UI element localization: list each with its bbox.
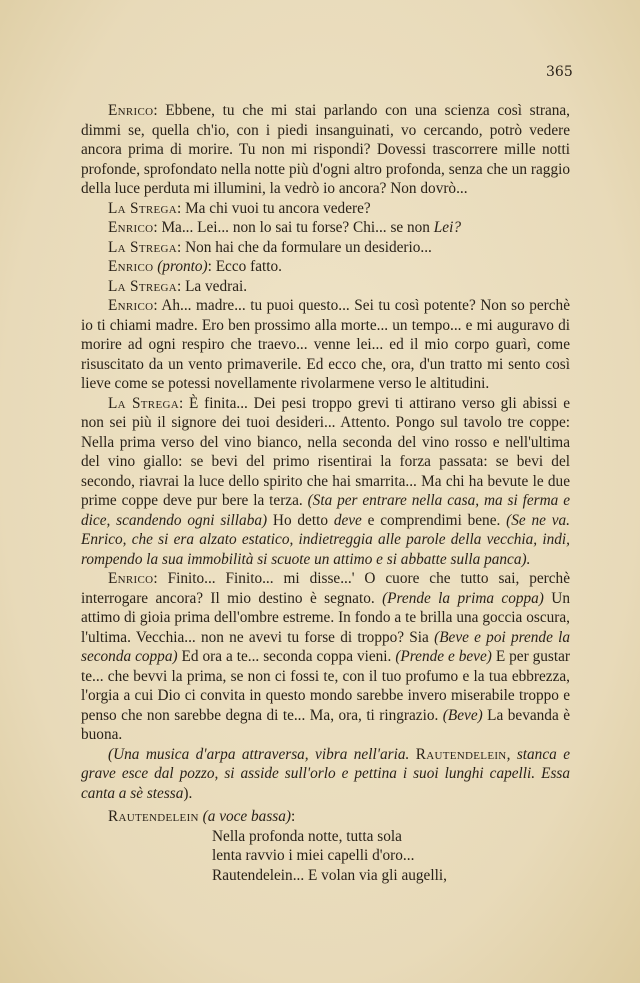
dialogue-text: Un attimo di gioia prima dell'ombre estreme. In fondo a te brilla una goccia oscura, l'ultima. Vecchia... non ne avevi tu forse di troppo? Sia <box>81 589 570 646</box>
page-text <box>81 101 570 885</box>
punctuation: ). <box>183 784 193 802</box>
dialogue-text: Ma chi vuoi tu ancora vedere? <box>185 199 371 217</box>
dialogue-text: Finito... Finito... mi disse...' O cuore che tutto sai, perchè interrogare ancora? Il mio destino è segnato. <box>81 570 570 607</box>
dialogue-line <box>81 238 570 258</box>
dialogue-text: Ah... madre... tu puoi questo... Sei tu così potente? Non so perchè io ti chiami madre. Ero ben prossimo alla morte... un tempo... e mi auguravo di morire ad ogni respiro che traevo... venne lei... ed il mio corpo guarì, come risuscitato da un vento primaverile. Ed ecco che, ora, d'un tratto mi sento così lieve come se potessi novellamente rivolarmene verso le altitudini. <box>81 297 570 392</box>
verse-block <box>212 827 570 886</box>
paragraph <box>81 296 570 394</box>
dialogue-text: E per gustar te... che bevvi la prima, se non ci fossi te, con il tuo profumo e la tua ebbrezza, l'orgia a cui Dio ci convita in questo mondo sarebbe invero miserabile troppo e penso che non sarebbe degna di te... Ma, ora, ti ringrazio. <box>81 648 571 724</box>
separator: : <box>176 277 186 295</box>
verse-line: Rautendelein... E volan via gli augelli, <box>212 866 447 884</box>
stage-direction: (Prende e beve) <box>395 648 492 665</box>
separator: : <box>176 199 186 217</box>
italic-text: deve <box>333 511 362 529</box>
verse-line: lenta ravvio i miei capelli d'oro... <box>212 847 415 864</box>
speaker-name: La Strega <box>108 394 179 412</box>
dialogue-text: e comprendimi bene. <box>361 511 507 529</box>
dialogue-text: La vedrai. <box>185 277 248 295</box>
speaker-name: Enrico <box>108 219 154 236</box>
italic-text: Lei? <box>433 219 461 236</box>
separator: : <box>153 570 168 587</box>
dialogue-text: Non hai che da formulare un desiderio... <box>185 238 432 256</box>
verse-line: Nella profonda notte, tutta sola <box>212 827 402 845</box>
stage-direction: (Sta per entrare nella casa, ma si ferma e dice, scandendo ogni sillaba) <box>81 492 570 529</box>
dialogue-text: Ma... Lei... non lo sai tu forse? Chi... se non <box>161 219 434 236</box>
speaker-name: La Strega <box>108 238 177 256</box>
dialogue-text: Ho detto <box>267 511 334 529</box>
speaker-name: Enrico <box>108 258 154 275</box>
dialogue-text: Ecco fatto. <box>215 258 282 275</box>
separator: : <box>176 238 186 256</box>
separator: : <box>207 258 216 275</box>
dialogue-line <box>81 807 570 827</box>
page-number: 365 <box>546 64 573 80</box>
paragraph <box>81 101 570 199</box>
stage-direction: (pronto) <box>157 258 208 275</box>
speaker-name: La Strega <box>108 277 177 295</box>
dialogue-line <box>81 218 570 238</box>
dialogue-text: Ed ora a te... seconda coppa vieni. <box>177 648 396 665</box>
stage-direction: , stanca e grave esce dal pozzo, si asside sull'orlo e pettina i suoi lunghi capelli. Essa canta a sè stessa <box>81 745 570 802</box>
stage-direction-paragraph <box>81 745 570 804</box>
character-name: Rautendelein <box>415 745 507 763</box>
speaker-name: Enrico <box>108 297 154 314</box>
stage-direction: (a voce bassa) <box>202 808 291 825</box>
speaker-name: Rautendelein <box>108 808 199 825</box>
separator: : <box>290 808 296 825</box>
dialogue-text: La bevanda è buona. <box>81 706 570 743</box>
stage-direction: (Beve e poi prende la seconda coppa) <box>81 628 571 665</box>
separator: : <box>178 394 189 412</box>
speaker-name: La Strega <box>108 199 177 217</box>
dialogue-text: Ebbene, tu che mi stai parlando con una scienza così strana, dimmi se, quella ch'io, con i piedi insanguinati, vo cercando, potrò vedere ancora prima di morire. Tu non mi rispondi? Dovessi trascorrere mille notti profonde, sprofondato nella notte più d'ogni altro profonda, senza che un raggio della luce perduta mi illumini, la vedrò io ancora? Non dovrò... <box>81 102 571 197</box>
paragraph <box>81 394 570 570</box>
stage-direction: (Se ne va. Enrico, che si era alzato estatico, indietreggia alle parole della vecchia, indi, rompendo la sua immobilità si scuote un attimo e si abbatte sulla panca). <box>81 511 570 568</box>
stage-direction: (Beve) <box>442 706 483 724</box>
dialogue-line <box>81 199 570 219</box>
dialogue-line <box>81 257 570 277</box>
stage-direction: (Prende la prima coppa) <box>382 589 544 607</box>
dialogue-line <box>81 277 570 297</box>
stage-direction: (Una musica d'arpa attraversa, vibra nell'aria. <box>108 745 416 763</box>
speaker-name: Enrico <box>108 570 154 587</box>
separator: : <box>153 219 162 236</box>
paragraph <box>81 569 570 745</box>
separator: : <box>153 102 166 119</box>
speaker-name: Enrico <box>108 102 154 119</box>
dialogue-text: È finita... Dei pesi troppo grevi ti attirano verso gli abissi e non sei più il signore dei tuoi desideri... Attento. Pongo sul tavolo tre coppe: Nella prima verso del vino bianco, nella seconda del vino rosso e nell'ultima del vino giallo: se bevi del primo risentirai la forza passata: se bevi del secondo, riavrai la luce dello spirito che hai smarrita... Ma chi ha bevute le due prime coppe deve pur bere la terza. <box>81 394 570 509</box>
separator: : <box>153 297 162 314</box>
